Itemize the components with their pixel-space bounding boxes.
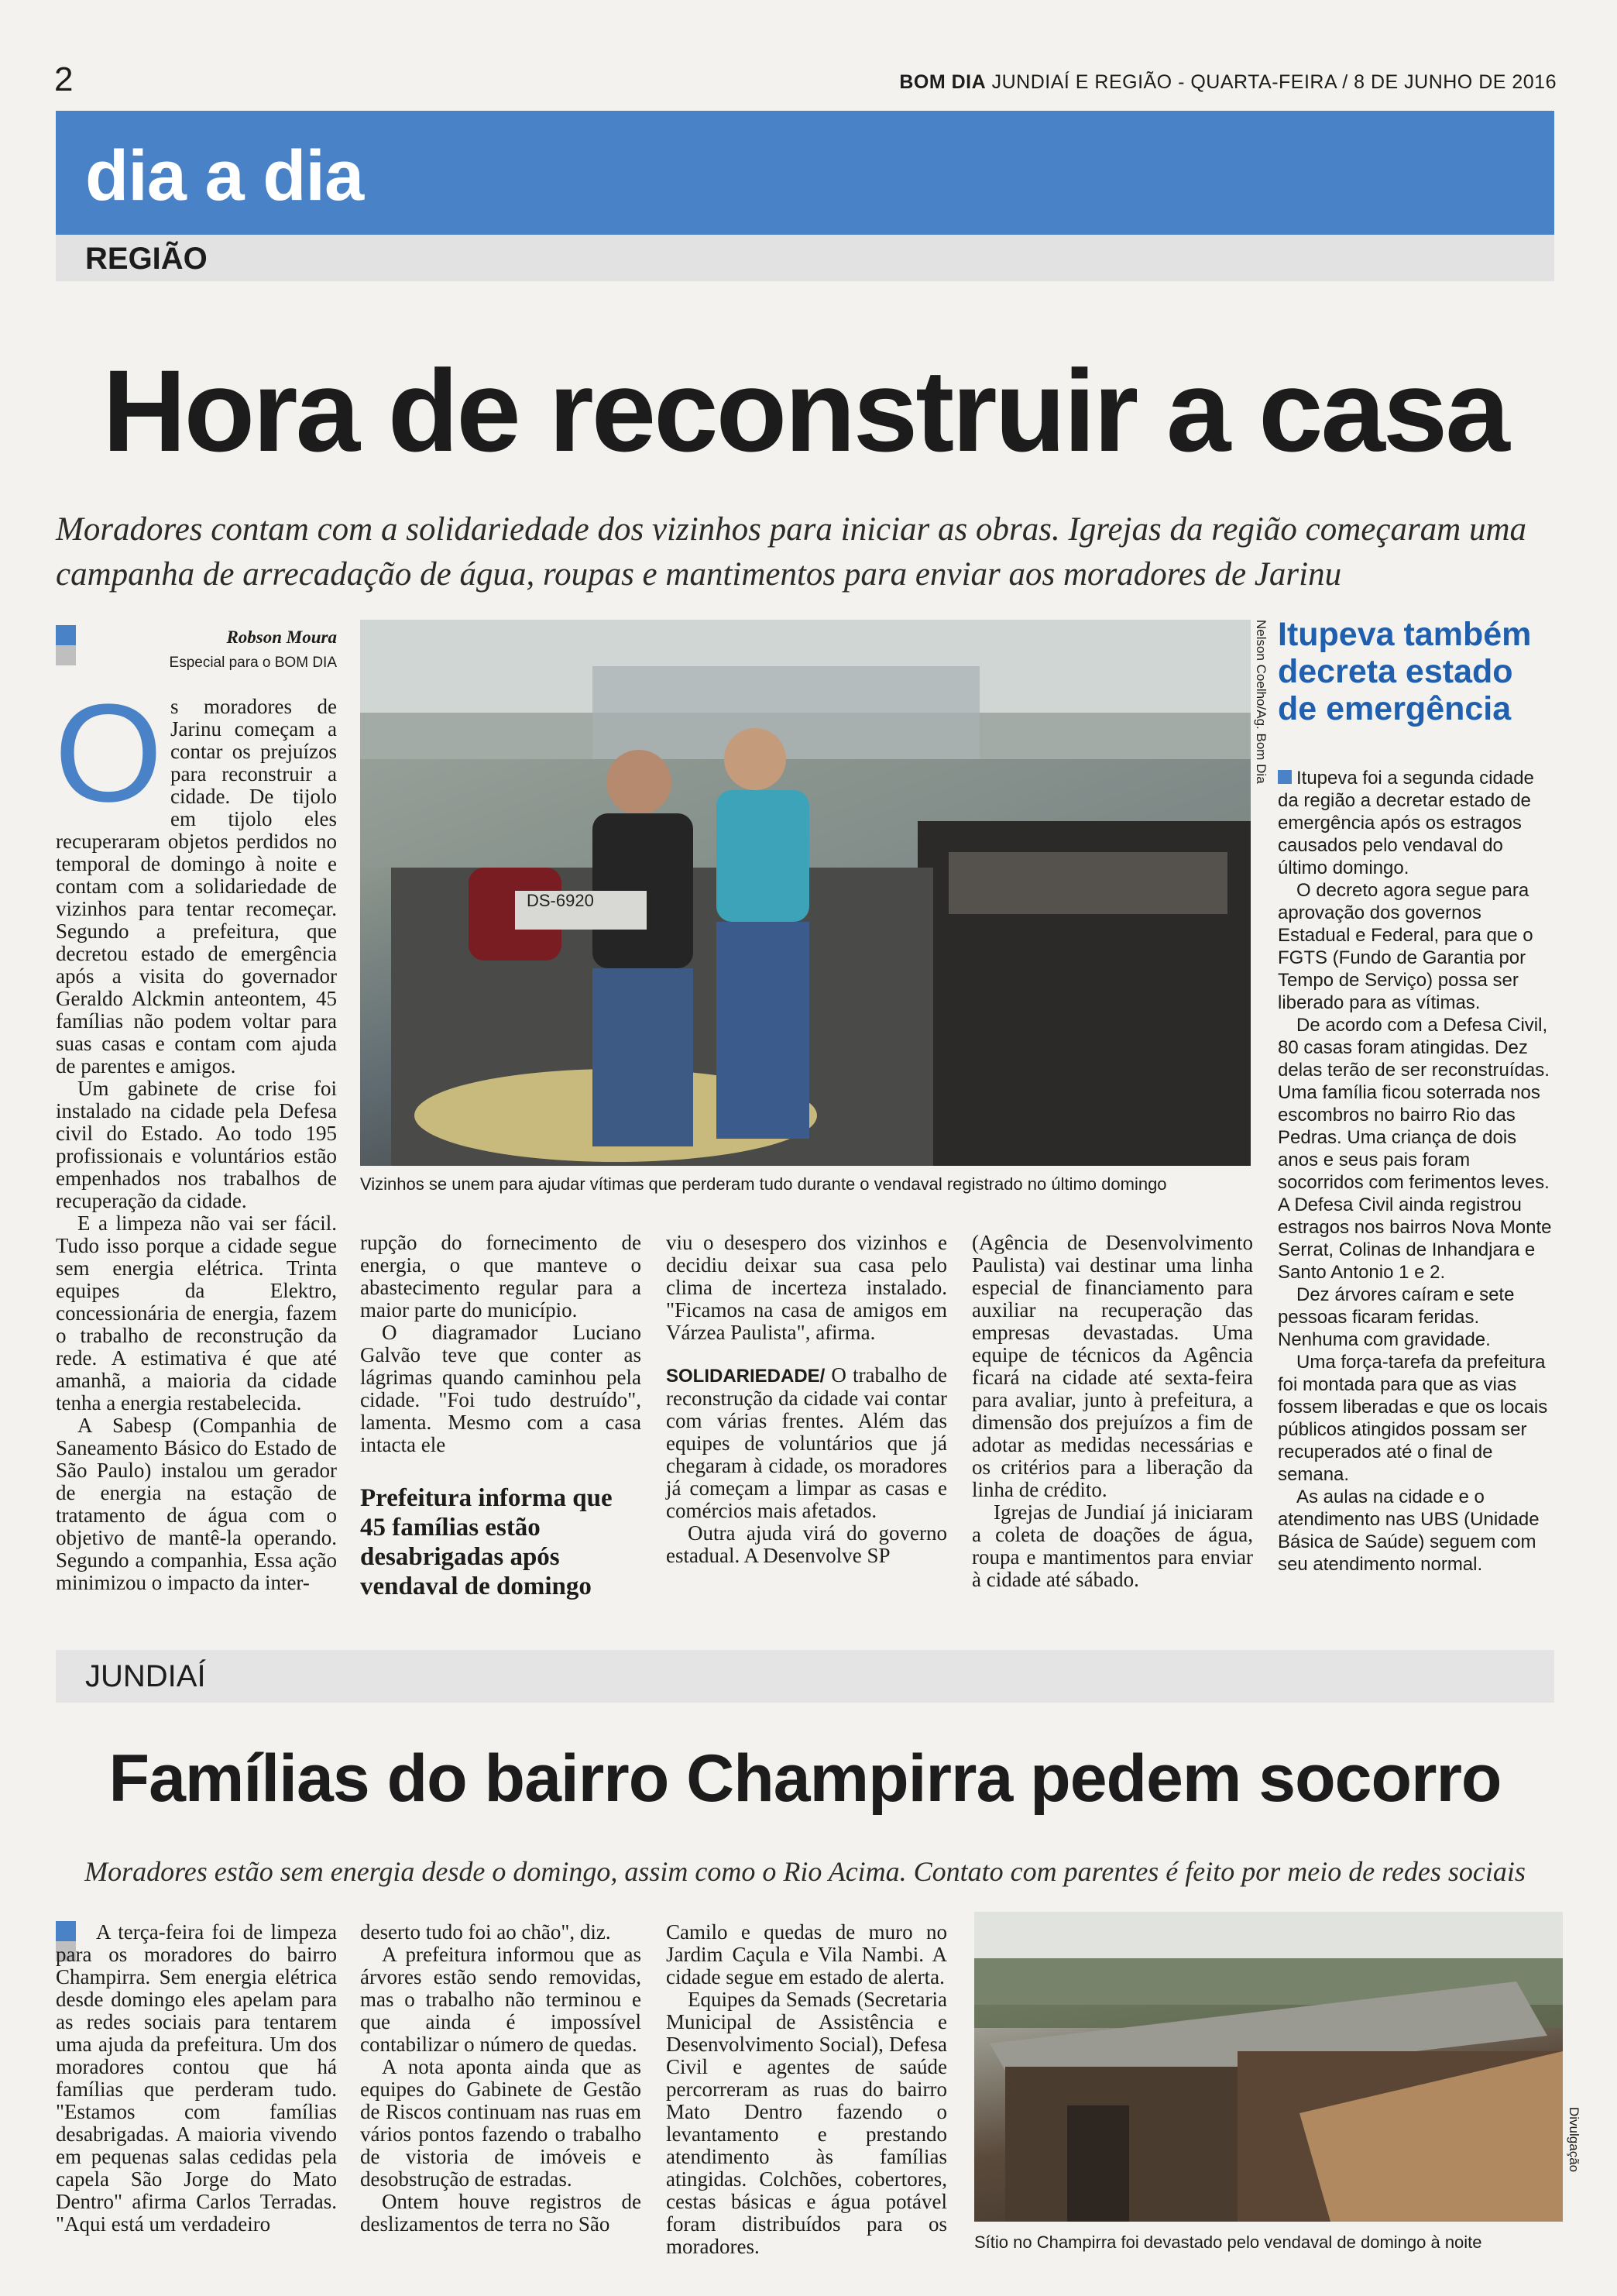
section-title: dia a dia (85, 136, 364, 215)
section-region: REGIÃO (85, 242, 208, 276)
sidebar-marker (1278, 770, 1292, 784)
article-paragraph: Outra ajuda virá do governo estadual. A Desenvolve SP (666, 1521, 947, 1567)
article2-column-3 (666, 1921, 947, 2258)
article-paragraph: Ontem houve registros de deslizamentos de terra no São (360, 2190, 641, 2236)
sidebar-paragraph: As aulas na cidade e o atendimento nas UBS (Unidade Básica de Saúde) seguem com seu atendimento normal. (1278, 1487, 1540, 1575)
byline-role: Especial para o BOM DIA (169, 655, 337, 671)
section-band-jundiai (56, 1650, 1554, 1703)
article2-photo-credit: Divulgação (1567, 2107, 1581, 2173)
article-paragraph: E a limpeza não vai ser fácil. Tudo isso porque a cidade segue sem energia elétrica. Trinta equipes da Elektro, concessionária de energia, fazem o trabalho de reconstrução da rede. A estimativa é que até amanhã, a maioria da cidade tenha a energia restabelecida. (56, 1212, 337, 1414)
article2-deck: Moradores estão sem energia desde o domingo, assim como o Rio Acima. Contato com parentes é feito por meio de redes sociais (84, 1856, 1526, 1887)
article-headline: Hora de reconstruir a casa (102, 345, 1508, 476)
article-photo (360, 620, 1251, 1166)
article-column-3 (666, 1232, 947, 1567)
article2-region: JUNDIAÍ (85, 1659, 206, 1693)
sidebar-paragraph: Itupeva foi a segunda cidade da região a decretar estado de emergência após os estragos causados pelo vendaval do último domingo. (1278, 768, 1534, 878)
article-paragraph: rupção do fornecimento de energia, o que manteve o abastecimento regular para a maior parte do município. (360, 1231, 641, 1322)
article-paragraph: SOLIDARIEDADE/ O trabalho de reconstrução da cidade vai contar com várias frentes. Além das equipes de voluntários que já chegaram à cidade, os moradores já começam a limpar as casas e comércios mais afetados. (666, 1363, 947, 1522)
article-paragraph: O diagramador Luciano Galvão teve que conter as lágrimas quando caminhou pela cidade. "Foi tudo destruído", lamenta. Mesmo com a casa intacta ele (360, 1321, 641, 1456)
photo-volunteers-illustration (360, 620, 1251, 1166)
article2-headline: Famílias do bairro Champirra pedem socorro (108, 1741, 1502, 1816)
sidebar-text (1278, 767, 1553, 1576)
edition-info (899, 71, 1557, 94)
sidebar-paragraph: O decreto agora segue para aprovação dos governos Estadual e Federal, para que o FGTS (Fundo de Garantia por Tempo de Serviço) possa ser liberado para as vítimas. (1278, 880, 1533, 1013)
article-paragraph: Camilo e quedas de muro no Jardim Caçula e Vila Nambi. A cidade segue em estado de alerta. (666, 1920, 947, 1988)
article-paragraph: viu o desespero dos vizinhos e decidiu deixar sua casa pelo clima de incerteza instalado. "Ficamos na casa de amigos em Várzea Paulista", afirma. (666, 1231, 947, 1344)
article-paragraph: Igrejas de Jundiaí já iniciaram a coleta de doações de água, roupa e mantimentos para enviar à cidade até sábado. (972, 1500, 1253, 1591)
article-paragraph: Um gabinete de crise foi instalado na cidade pela Defesa civil do Estado. Ao todo 195 profissionais e voluntários estão empenhados nos trabalhos de recuperação da cidade. (56, 1077, 337, 1212)
article-column-4 (972, 1232, 1253, 1591)
article-column-1 (54, 675, 337, 1594)
article-paragraph: Os moradores de Jarinu começam a contar os prejuízos para reconstruir a cidade. De tijolo em tijolo eles recuperaram objetos perdidos no temporal de domingo à noite e contam com a solidariedade de vizinhos para tentar recomeçar. Segundo a prefeitura, que decretou estado de emergência após a visita do governador Geraldo Alckmin anteontem, 45 famílias não podem voltar para suas casas e contam com ajuda de parentes e amigos. (54, 675, 337, 1078)
article-paragraph: deserto tudo foi ao chão", diz. (360, 1920, 611, 1944)
sidebar-paragraph: De acordo com a Defesa Civil, 80 casas foram atingidas. Dez delas terão de ser reconstruídas. Uma família ficou soterrada nos escombros no bairro Rio das Pedras. Uma criança de dois anos e seus pais foram socorridos com ferimentos leves. A Defesa Civil ainda registrou estragos nos bairros Nova Monte Serrat, Colinas de Inhandjara e Santo Antonio 1 e 2. (1278, 1015, 1552, 1283)
brand-name: BOM DIA (899, 71, 987, 93)
page-number: 2 (54, 60, 74, 98)
photo-destroyed-house-illustration (974, 1912, 1563, 2222)
sidebar-paragraph: Uma força-tarefa da prefeitura foi montada para que as vias fossem liberadas e que os locais públicos atingidos possam ser recuperados até o final de semana. (1278, 1352, 1548, 1485)
subhead-solidariedade: SOLIDARIEDADE/ (666, 1366, 826, 1387)
sidebar-paragraph: Dez árvores caíram e sete pessoas ficaram feridas. Nenhuma com gravidade. (1278, 1284, 1515, 1350)
article-paragraph: A Sabesp (Companhia de Saneamento Básico do Estado de São Paulo) instalou um gerador de energia na estação de tratamento de água com o objetivo de mantê-la operando. Segundo a companhia, Essa ação minimizou o impacto da inter- (56, 1414, 337, 1594)
article2-column-2 (360, 1921, 641, 2236)
section-subband (56, 235, 1554, 281)
sidebar-title: Itupeva também decreta estado de emergência (1278, 616, 1532, 727)
article-paragraph: A prefeitura informou que as árvores estão sendo removidas, mas o trabalho não terminou e que ainda é impossível contabilizar o número de quedas. (360, 1943, 641, 2056)
article-deck: Moradores contam com a solidariedade dos vizinhos para iniciar as obras. Igrejas da região começaram uma campanha de arrecadação de água, roupas e mantimentos para enviar aos moradores de Jarinu (56, 511, 1527, 593)
article2-photo-caption: Sítio no Champirra foi devastado pelo vendaval de domingo à noite (974, 2232, 1482, 2252)
article2-column-1 (56, 1921, 337, 2236)
byline-marker-grey (56, 645, 76, 665)
article2-photo (974, 1912, 1563, 2222)
byline-marker (56, 625, 76, 645)
edition-date: JUNDIAÍ E REGIÃO - QUARTA-FEIRA / 8 DE JUNHO DE 2016 (991, 71, 1557, 93)
pull-quote: Prefeitura informa que 45 famílias estão desabrigadas após vendaval de domingo (360, 1484, 613, 1600)
photo-caption: Vizinhos se unem para ajudar vítimas que perderam tudo durante o vendaval registrado no último domingo (360, 1174, 1167, 1194)
byline-author: Robson Moura (226, 627, 337, 647)
photo-credit: Nelson Coelho/Ag. Bom Dia (1254, 620, 1269, 784)
drop-cap: O (54, 675, 163, 831)
license-plate: DS-6920 (527, 891, 594, 910)
article-column-2 (360, 1232, 641, 1456)
article-paragraph: Equipes da Semads (Secretaria Municipal de Assistência e Desenvolvimento Social), Defesa Civil e agentes de saúde percorreram as ruas do bairro Mato Dentro fazendo o levantamento e prestando atendimento às famílias atingidas. Colchões, cobertores, cestas básicas e água potável foram distribuídos para os moradores. (666, 1988, 947, 2258)
article-paragraph: (Agência de Desenvolvimento Paulista) vai destinar uma linha especial de financiamento para auxiliar na recuperação das empresas devastadas. Uma equipe de técnicos da Agência ficará na cidade até sexta-feira para avaliar, junto à prefeitura, a dimensão dos prejuízos a fim de adotar as medidas necessárias e os critérios para a liberação da linha de crédito. (972, 1231, 1253, 1501)
article-paragraph: A terça-feira foi de limpeza para os moradores do bairro Champirra. Sem energia elétrica desde domingo eles apelam para as redes sociais para tentarem uma ajuda da prefeitura. Um dos moradores contou que há famílias que perderam tudo. "Estamos com famílias desabrigadas. A maioria vivendo em pequenas salas cedidas pela capela São Jorge do Mato Dentro" afirma Carlos Terradas. "Aqui está um verdadeiro (56, 1920, 337, 2236)
article-paragraph: A nota aponta ainda que as equipes do Gabinete de Gestão de Riscos continuam nas ruas em vários pontos fazendo o trabalho de vistoria de imóveis e desobstrução de estradas. (360, 2055, 641, 2191)
